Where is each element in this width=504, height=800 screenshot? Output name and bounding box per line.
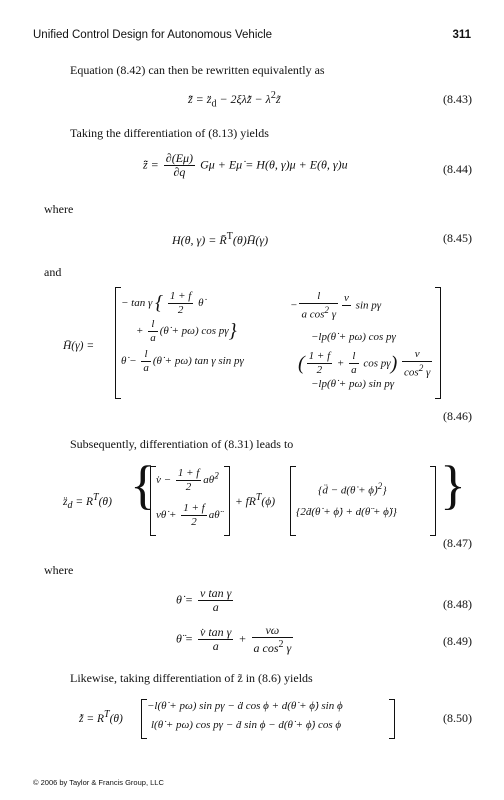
page-number: 311 [452, 29, 471, 41]
paragraph: Subsequently, differentiation of (8.31) leads to [70, 437, 294, 451]
matrix-cell: − $\frac{l}{a \cos^2 \gamma}$ v sin pγ [290, 290, 382, 321]
matrix-cell: θ̇ − $\frac{l}{a}$ (θ̇ + pω) tan γ sin pγ [121, 348, 244, 374]
equation-number: (8.43) [443, 92, 472, 106]
right-bracket [224, 466, 230, 536]
equation-lhs: z̃̇ = $R^T(\theta)$ [79, 709, 123, 725]
paragraph: Likewise, taking differentiation of z̃ in (8.6) yields [70, 671, 313, 685]
paragraph: where [44, 202, 74, 216]
equation-number: (8.46) [443, 409, 472, 423]
equation-8-45: H(θ, γ) = R̄$^T$(θ)H̄(γ) [172, 231, 269, 247]
equation-number: (8.48) [443, 597, 472, 611]
equation-number: (8.49) [443, 634, 472, 648]
matrix-cell: − tan γ { $\frac{1 + f}{2}$ θ̇ [121, 290, 204, 316]
matrix-cell: −lp(θ̇ + pω) sin pγ [311, 378, 395, 390]
paragraph: and [44, 265, 62, 279]
equation-8-49: θ̈ = $\frac{\text{v̇ tan γ}}{a}$ + $\frac{v\omega}{a \cos^2 \gamma}$ [176, 623, 292, 655]
running-title: Unified Control Design for Autonomous Vehicle [33, 29, 273, 41]
equation-lhs: $z̈_d = R^T(\theta)$ [63, 492, 112, 512]
vector-cell: v̇ − $\frac{1 + f}{2}$ aθ̇$^2$ [156, 467, 219, 493]
right-bracket [430, 466, 436, 536]
equation-8-43: z̃̈ = $z̈_d$ − 2ξλz̃̇ − $\lambda^2z̃$ [188, 90, 281, 110]
vector-cell: −l(θ̇ + pω) sin pγ − ḋ cos ϕ + d(θ̇ + ϕ̇) sin ϕ [147, 700, 343, 712]
equation-number: (8.47) [443, 536, 472, 550]
equation-term: + $fR^T(\phi)$ [235, 492, 276, 508]
equation-8-44: z̃̈ = $\frac{\partial(E\mu)}{\partial q}$ Gμ + Eμ̇ = H(θ, γ)μ + E(θ, γ)u [143, 151, 348, 179]
matrix-cell: + $\frac{l}{a}$ (θ̇ + pω) cos pγ} [136, 318, 237, 344]
equation-8-48: θ̇ = $\frac{\text{v tan γ}}{a}$ [176, 586, 232, 614]
left-bracket [290, 466, 296, 536]
equation-number: (8.44) [443, 162, 472, 176]
paragraph: Taking the differentiation of (8.13) yields [70, 126, 269, 140]
equation-number: (8.45) [443, 231, 472, 245]
matrix-cell: ( $\frac{1 + f}{2}$ + $\frac{l}{a}$ cos pγ) $\frac{v}{\cos^2 \gamma}$ [298, 348, 431, 379]
vector-cell: vθ̇ + $\frac{1 + f}{2}$ aθ̈ [156, 502, 220, 528]
right-bracket [389, 699, 395, 739]
paragraph: where [44, 563, 74, 577]
equation-number: (8.50) [443, 711, 472, 725]
vector-cell: {d̈ − d(θ̇ + ϕ̇)$^2$} [318, 481, 387, 497]
running-header [33, 29, 471, 47]
matrix-cell: −lp(θ̇ + pω) cos pγ [311, 331, 396, 343]
left-brace: { [130, 455, 156, 515]
matrix-lhs: H̄(γ) = [63, 340, 95, 352]
copyright-footer: © 2006 by Taylor & Francis Group, LLC [33, 778, 164, 787]
vector-cell: {2ḋ(θ̇ + ϕ̇) + d(θ̈ + ϕ̈)} [296, 506, 397, 518]
right-bracket [435, 287, 441, 399]
paragraph: Equation (8.42) can then be rewritten equivalently as [70, 63, 325, 77]
right-brace: } [440, 455, 466, 515]
vector-cell: l(θ̇ + pω) cos pγ − ḋ sin ϕ − d(θ̇ + ϕ̇) cos ϕ [151, 719, 342, 731]
